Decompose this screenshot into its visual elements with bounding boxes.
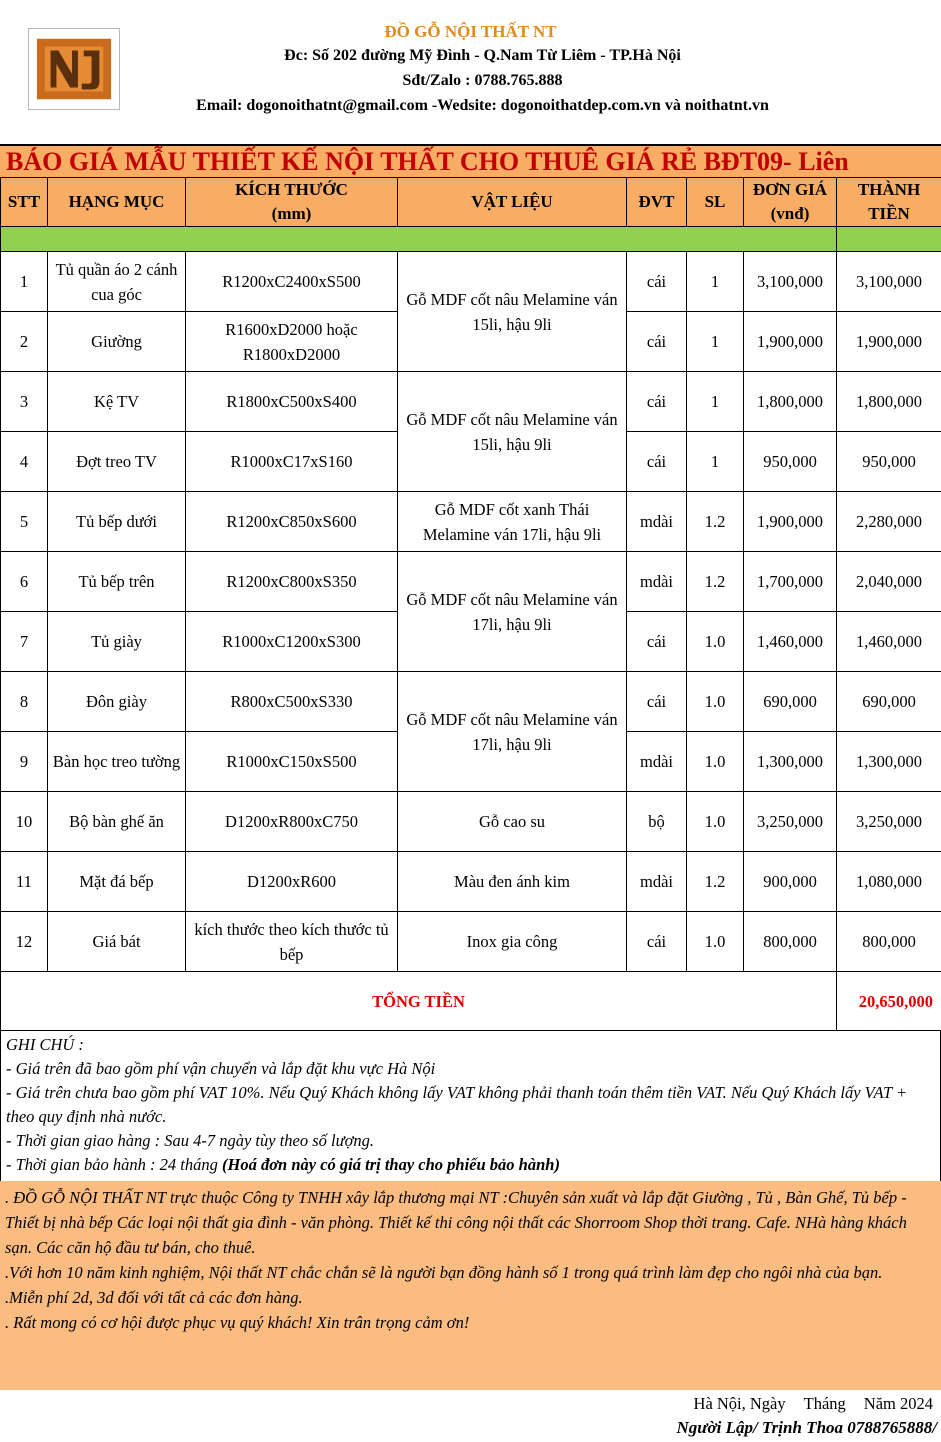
row-price: 690,000 (744, 672, 837, 732)
footer-place: Hà Nội, Ngày (693, 1394, 786, 1413)
row-total: 3,100,000 (837, 252, 941, 312)
row-stt: 6 (1, 552, 48, 612)
row-qty: 1.0 (687, 732, 744, 792)
row-material: Gỗ MDF cốt nâu Melamine ván 15li, hậu 9li (398, 372, 627, 492)
col-total-label: THÀNH (857, 180, 921, 199)
total-value: 20,650,000 (837, 972, 941, 1031)
company-email: Email: dogonoithatnt@gmail.com -Wedsite: dogonoithatdep.com.vn và noithatnt.vn (196, 97, 769, 114)
row-unit: mdài (627, 852, 687, 912)
row-total: 690,000 (837, 672, 941, 732)
row-size: R1800xC500xS400 (186, 372, 398, 432)
row-unit: mdài (627, 732, 687, 792)
quote-title-bar (0, 144, 941, 177)
row-total: 3,250,000 (837, 792, 941, 852)
note-line: - Giá trên đã bao gồm phí vận chuyển và lắp đặt khu vực Hà Nội (6, 1059, 436, 1078)
note-line: - Giá trên chưa bao gồm phí VAT 10%. Nếu Quý Khách không lấy VAT không phải thanh toán thêm tiền VAT. Nếu Quý Khách lấy VAT + theo quy định nhà nước. (6, 1083, 908, 1126)
green-band-row (1, 227, 941, 252)
green-band (1, 227, 837, 252)
row-price: 1,300,000 (744, 732, 837, 792)
col-qty: SL (687, 178, 744, 227)
row-total: 2,040,000 (837, 552, 941, 612)
row-qty: 1 (687, 432, 744, 492)
row-unit: bộ (627, 792, 687, 852)
row-unit: cái (627, 612, 687, 672)
row-size: R1000xC17xS160 (186, 432, 398, 492)
row-unit: cái (627, 912, 687, 972)
row-item: Mặt đá bếp (48, 852, 186, 912)
letterhead (0, 0, 941, 140)
table-row (1, 492, 941, 552)
table-row (1, 672, 941, 732)
row-unit: cái (627, 252, 687, 312)
row-total: 2,280,000 (837, 492, 941, 552)
quote-title: BÁO GIÁ MẪU THIẾT KẾ NỘI THẤT CHO THUÊ GIÁ RẺ BĐT09- Liên (6, 147, 849, 176)
col-material: VẬT LIỆU (398, 178, 627, 227)
col-stt: STT (1, 178, 48, 227)
row-total: 800,000 (837, 912, 941, 972)
row-price: 3,100,000 (744, 252, 837, 312)
row-price: 1,900,000 (744, 492, 837, 552)
table-row (1, 912, 941, 972)
row-stt: 3 (1, 372, 48, 432)
row-material: Gỗ MDF cốt nâu Melamine ván 15li, hậu 9li (398, 252, 627, 372)
row-price: 1,460,000 (744, 612, 837, 672)
row-size: D1200xR800xC750 (186, 792, 398, 852)
row-price: 1,700,000 (744, 552, 837, 612)
row-unit: mdài (627, 492, 687, 552)
col-total (837, 178, 941, 227)
row-qty: 1.0 (687, 612, 744, 672)
row-unit: cái (627, 372, 687, 432)
row-stt: 8 (1, 672, 48, 732)
row-qty: 1 (687, 312, 744, 372)
row-qty: 1.0 (687, 912, 744, 972)
col-total-label-2: TIỀN (868, 204, 910, 223)
footer-month: Tháng (803, 1394, 846, 1413)
row-item: Giường (48, 312, 186, 372)
row-total: 1,300,000 (837, 732, 941, 792)
row-stt: 9 (1, 732, 48, 792)
col-price-label: ĐƠN GIÁ (752, 180, 828, 199)
col-size (186, 178, 398, 227)
row-stt: 7 (1, 612, 48, 672)
row-qty: 1.0 (687, 792, 744, 852)
row-stt: 1 (1, 252, 48, 312)
row-material: Gỗ MDF cốt xanh Thái Melamine ván 17li, hậu 9li (398, 492, 627, 552)
footer-date (694, 1394, 933, 1414)
row-total: 950,000 (837, 432, 941, 492)
row-size: D1200xR600 (186, 852, 398, 912)
row-qty: 1 (687, 372, 744, 432)
row-size: R1000xC1200xS300 (186, 612, 398, 672)
row-qty: 1 (687, 252, 744, 312)
company-phone: Sđt/Zalo : 0788.765.888 (402, 72, 563, 89)
row-qty: 1.2 (687, 492, 744, 552)
col-price-unit: (vnđ) (770, 204, 810, 223)
row-item: Tủ quần áo 2 cánh cua góc (48, 252, 186, 312)
row-size: R1200xC850xS600 (186, 492, 398, 552)
company-address: Đc: Số 202 đường Mỹ Đình - Q.Nam Từ Liêm - TP.Hà Nội (284, 47, 681, 64)
total-label: TỔNG TIỀN (1, 972, 837, 1031)
notes-section (0, 1031, 941, 1181)
col-item: HẠNG MỤC (48, 178, 186, 227)
company-intro (0, 1181, 941, 1390)
row-price: 1,800,000 (744, 372, 837, 432)
company-name: ĐỒ GỖ NỘI THẤT NT (384, 22, 557, 41)
row-item: Tủ bếp trên (48, 552, 186, 612)
row-stt: 4 (1, 432, 48, 492)
row-material: Gỗ MDF cốt nâu Melamine ván 17li, hậu 9li (398, 672, 627, 792)
intro-paragraph: .Với hơn 10 năm kinh nghiệm, Nội thất NT chắc chắn sẽ là người bạn đồng hành số 1 trong quá trình làm đẹp cho ngôi nhà của bạn. (5, 1263, 883, 1282)
footer-year: Năm 2024 (863, 1394, 933, 1413)
table-row (1, 552, 941, 612)
row-stt: 12 (1, 912, 48, 972)
table-row (1, 372, 941, 432)
col-unit: ĐVT (627, 178, 687, 227)
row-qty: 1.2 (687, 552, 744, 612)
row-material: Gỗ cao su (398, 792, 627, 852)
footer-signer: Người Lập/ Trịnh Thoa 0788765888/ (676, 1418, 937, 1437)
row-size: R1200xC2400xS500 (186, 252, 398, 312)
row-unit: cái (627, 672, 687, 732)
notes-heading: GHI CHÚ : (6, 1035, 84, 1054)
row-price: 1,900,000 (744, 312, 837, 372)
row-item: Đôn giày (48, 672, 186, 732)
row-price: 950,000 (744, 432, 837, 492)
row-price: 3,250,000 (744, 792, 837, 852)
note-line (6, 1153, 935, 1177)
row-total: 1,800,000 (837, 372, 941, 432)
table-row (1, 852, 941, 912)
note-warranty: - Thời gian bảo hành : 24 tháng (6, 1155, 222, 1174)
green-band-end (837, 227, 941, 252)
row-material: Màu đen ánh kim (398, 852, 627, 912)
table-row (1, 252, 941, 312)
row-item: Tủ bếp dưới (48, 492, 186, 552)
row-item: Tủ giày (48, 612, 186, 672)
row-unit: cái (627, 432, 687, 492)
intro-paragraph: .Miễn phí 2d, 3d đối với tất cả các đơn hàng. (5, 1288, 303, 1307)
table-row (1, 792, 941, 852)
row-item: Đợt treo TV (48, 432, 186, 492)
intro-paragraph: . Rất mong có cơ hội được phục vụ quý khách! Xin trân trọng cảm ơn! (5, 1313, 470, 1332)
table-header-row (1, 178, 941, 227)
note-warranty-bold: (Hoá đơn này có giá trị thay cho phiếu bảo hành) (221, 1155, 560, 1174)
quote-table (0, 177, 941, 1031)
note-line: - Thời gian giao hàng : Sau 4-7 ngày tùy theo số lượng. (6, 1131, 375, 1150)
row-item: Giá bát (48, 912, 186, 972)
intro-paragraph: . ĐỒ GỖ NỘI THẤT NT trực thuộc Công ty TNHH xây lắp thương mại NT :Chuyên sản xuất và lắp đặt Giường , Tủ , Bàn Ghế, Tủ bếp - Thiết bị nhà bếp Các loại nội thất gia đình - văn phòng. Thiết kế thi công nội thất các Shorroom Shop thời trang. Cafe. NHà hàng khách sạn. Các căn hộ đầu tư bán, cho thuê. (5, 1188, 907, 1257)
col-size-unit: (mm) (271, 204, 312, 223)
row-total: 1,900,000 (837, 312, 941, 372)
col-size-label: KÍCH THƯỚC (235, 180, 348, 199)
row-size: R1600xD2000 hoặc R1800xD2000 (186, 312, 398, 372)
row-size: R1000xC150xS500 (186, 732, 398, 792)
row-item: Bàn học treo tường (48, 732, 186, 792)
row-item: Kệ TV (48, 372, 186, 432)
row-size: R1200xC800xS350 (186, 552, 398, 612)
row-stt: 10 (1, 792, 48, 852)
row-stt: 5 (1, 492, 48, 552)
row-stt: 11 (1, 852, 48, 912)
row-unit: cái (627, 312, 687, 372)
total-row (1, 972, 941, 1031)
row-size: kích thước theo kích thước tủ bếp (186, 912, 398, 972)
row-price: 900,000 (744, 852, 837, 912)
row-qty: 1.2 (687, 852, 744, 912)
row-total: 1,080,000 (837, 852, 941, 912)
row-qty: 1.0 (687, 672, 744, 732)
row-item: Bộ bàn ghế ăn (48, 792, 186, 852)
row-price: 800,000 (744, 912, 837, 972)
row-material: Gỗ MDF cốt nâu Melamine ván 17li, hậu 9li (398, 552, 627, 672)
col-price (744, 178, 837, 227)
row-material: Inox gia công (398, 912, 627, 972)
row-size: R800xC500xS330 (186, 672, 398, 732)
row-total: 1,460,000 (837, 612, 941, 672)
row-stt: 2 (1, 312, 48, 372)
row-unit: mdài (627, 552, 687, 612)
